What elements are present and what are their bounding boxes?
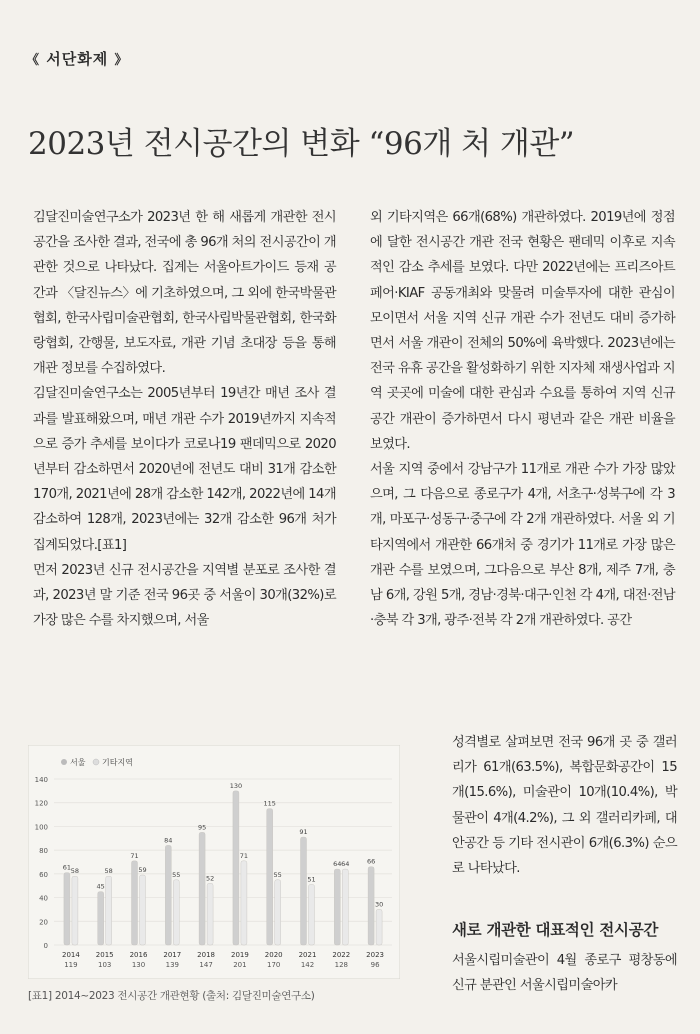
data-label-other: 59 bbox=[138, 866, 147, 875]
total-label: 170 bbox=[267, 961, 281, 969]
bar-seoul bbox=[301, 837, 307, 945]
data-label-other: 51 bbox=[307, 875, 316, 884]
bar-seoul bbox=[64, 873, 70, 945]
data-label-seoul: 61 bbox=[62, 863, 72, 872]
x-tick-label: 2017 bbox=[163, 951, 182, 959]
bar-seoul bbox=[165, 845, 171, 945]
subheading: 새로 개관한 대표적인 전시공간 bbox=[452, 921, 659, 939]
total-label: 139 bbox=[165, 961, 179, 969]
x-tick-label: 2021 bbox=[298, 951, 317, 959]
data-label-seoul: 91 bbox=[299, 828, 308, 837]
bar-seoul bbox=[334, 869, 340, 945]
bar-other bbox=[207, 883, 213, 945]
bar-other bbox=[309, 885, 315, 945]
y-tick-label: 80 bbox=[39, 847, 48, 856]
data-label-other: 64 bbox=[341, 860, 350, 869]
bar-seoul bbox=[233, 791, 239, 945]
left-column bbox=[33, 205, 336, 633]
y-tick-label: 120 bbox=[34, 799, 48, 808]
total-label: 147 bbox=[199, 961, 213, 969]
x-tick-label: 2022 bbox=[332, 951, 351, 959]
paragraph: 성격별로 살펴보면 전국 96개 곳 중 갤러리가 61개(63.5%), 복합문화공간이 15개(15.6%), 미술관이 10개(10.4%), 박물관이 4개(4.2%), 그 외 갤러리카페, 대안공간 등 기타 전시관이 6개(6.3%) 순으로 나타났다. bbox=[452, 735, 677, 877]
section-tag-close: 》 bbox=[114, 53, 129, 68]
section-tag-open: 《 bbox=[26, 53, 41, 68]
legend-swatch-seoul bbox=[61, 759, 67, 765]
data-label-other: 58 bbox=[104, 867, 113, 876]
paragraph: 서울시립미술관이 4월 종로구 평창동에 신규 분관인 서울시립미술아카 bbox=[452, 953, 677, 994]
data-label-seoul: 130 bbox=[229, 781, 243, 790]
y-tick-label: 140 bbox=[34, 776, 48, 784]
legend-label-seoul: 서울 bbox=[70, 758, 86, 767]
bar-seoul bbox=[199, 832, 205, 945]
right-column-final bbox=[452, 948, 677, 998]
paragraph: 먼저 2023년 신규 전시공간을 지역별 분포로 조사한 결과, 2023년 말 기준 전국 96곳 중 서울이 30개(32%)로 가장 많은 수를 차지했으며, 서울 bbox=[33, 562, 336, 629]
x-tick-label: 2018 bbox=[197, 951, 216, 959]
data-label-other: 55 bbox=[172, 870, 181, 879]
right-column-continued bbox=[452, 730, 677, 881]
bar-seoul bbox=[98, 892, 104, 945]
x-tick-label: 2023 bbox=[366, 951, 385, 959]
section-tag bbox=[26, 48, 128, 69]
bar-other bbox=[72, 876, 78, 945]
y-tick-label: 20 bbox=[39, 918, 48, 927]
data-label-other: 71 bbox=[239, 851, 249, 860]
y-tick-label: 60 bbox=[39, 870, 48, 879]
bar-other bbox=[106, 876, 112, 945]
chart-svg bbox=[28, 745, 400, 979]
paragraph: 김달진미술연구소는 2005년부터 19년간 매년 조사 결과를 발표해왔으며, 매년 개관 수가 2019년까지 지속적으로 증가 추세를 보이다가 코로나19 팬데믹으로 2020년부터 감소하면서 2020년에 전년도 대비 31개 감소한 170개, 2021년에 28개 감소한 142개, 2022년에 14개 감소하여 128개, 2023년에는 32개 감소한 96개 처가 집계되었다.[표1] bbox=[33, 386, 336, 553]
bar-other bbox=[241, 861, 247, 945]
x-tick-label: 2015 bbox=[95, 951, 114, 959]
paragraph: 김달진미술연구소가 2023년 한 해 새롭게 개관한 전시공간을 조사한 결과, 전국에 총 96개 처의 전시공간이 개관한 것으로 나타났다. 집계는 서울아트가이드 등재 공간과 〈달진뉴스〉에 기초하였으며, 그 외에 한국박물관협회, 한국사립미술관협회, 한국사립박물관협회, 한국화랑협회, 간행물, 보도자료, 개관 기념 초대장 등을 통해 개관 정보를 수집하였다. bbox=[33, 210, 336, 377]
chart-caption: [표1] 2014~2023 전시공간 개관현황 (출처: 김달진미술연구소) bbox=[28, 990, 315, 1002]
data-label-seoul: 45 bbox=[96, 882, 105, 891]
y-tick-label: 0 bbox=[43, 942, 48, 950]
bar-other bbox=[342, 869, 348, 945]
y-tick-label: 100 bbox=[34, 823, 48, 832]
data-label-other: 55 bbox=[273, 870, 282, 879]
article-title: 2023년 전시공간의 변화 “96개 처 개관” bbox=[28, 126, 575, 162]
x-tick-label: 2019 bbox=[230, 951, 249, 959]
paragraph: 서울 지역 중에서 강남구가 11개로 개관 수가 가장 많았으며, 그 다음으로 종로구가 4개, 서초구·성북구에 각 3개, 마포구·성동구·중구에 각 2개 개관하였다. 서울 외 기타지역에서 개관한 66개처 중 경기가 11개로 가장 많은 개관 수를 보였으며, 그다음으로 부산 8개, 제주 7개, 충남 6개, 강원 5개, 경남·경북·대구·인천 각 4개, 대전·전남·충북 각 3개, 광주·전북 각 2개 개관하였다. 공간 bbox=[370, 462, 675, 629]
x-tick-label: 2014 bbox=[61, 951, 80, 959]
data-label-other: 30 bbox=[374, 900, 384, 909]
data-label-seoul: 84 bbox=[164, 836, 173, 845]
data-label-other: 52 bbox=[205, 874, 215, 883]
section-tag-label: 서단화제 bbox=[46, 50, 109, 68]
bar-other bbox=[376, 909, 382, 945]
x-tick-label: 2016 bbox=[129, 951, 148, 959]
total-label: 103 bbox=[98, 961, 112, 969]
legend-label-other: 기타지역 bbox=[102, 758, 133, 767]
bar-other bbox=[140, 875, 146, 945]
total-label: 119 bbox=[64, 961, 78, 969]
bar-other bbox=[275, 880, 281, 945]
paragraph: 외 기타지역은 66개(68%) 개관하였다. 2019년에 정점에 달한 전시공간 개관 전국 현황은 팬데믹 이후로 지속적인 감소 추세를 보였다. 다만 2022년에는 프리즈아트페어·KIAF 공동개최와 맞물려 미술투자에 대한 관심이 모이면서 서울 지역 신규 개관 수가 전년도 대비 증가하면서 서울 개관이 전체의 50%에 육박했다. 2023년에는 전국 유휴 공간을 활성화하기 위한 지자체 재생사업과 지역 곳곳에 미술에 대한 관심과 수요를 통하여 지역 신규공간 개관이 증가하면서 다시 평년과 같은 개관 비율을 보였다. bbox=[370, 210, 675, 452]
total-label: 142 bbox=[300, 961, 315, 969]
bar-seoul bbox=[267, 809, 273, 945]
legend-swatch-other bbox=[93, 759, 99, 765]
bar-other bbox=[173, 880, 179, 945]
data-label-seoul: 95 bbox=[197, 823, 207, 832]
total-label: 128 bbox=[334, 961, 348, 969]
y-tick-label: 40 bbox=[39, 894, 48, 903]
data-label-seoul: 71 bbox=[130, 851, 139, 860]
data-label-seoul: 66 bbox=[366, 857, 376, 866]
bar-seoul bbox=[132, 861, 138, 945]
bar-chart bbox=[28, 745, 400, 979]
right-column bbox=[370, 205, 675, 633]
bar-seoul bbox=[368, 867, 374, 945]
total-label: 201 bbox=[233, 961, 247, 969]
x-tick-label: 2020 bbox=[264, 951, 283, 959]
data-label-seoul: 115 bbox=[263, 799, 276, 808]
total-label: 130 bbox=[131, 961, 146, 969]
data-label-seoul: 64 bbox=[333, 860, 342, 869]
total-label: 96 bbox=[370, 961, 380, 969]
data-label-other: 58 bbox=[70, 867, 80, 876]
